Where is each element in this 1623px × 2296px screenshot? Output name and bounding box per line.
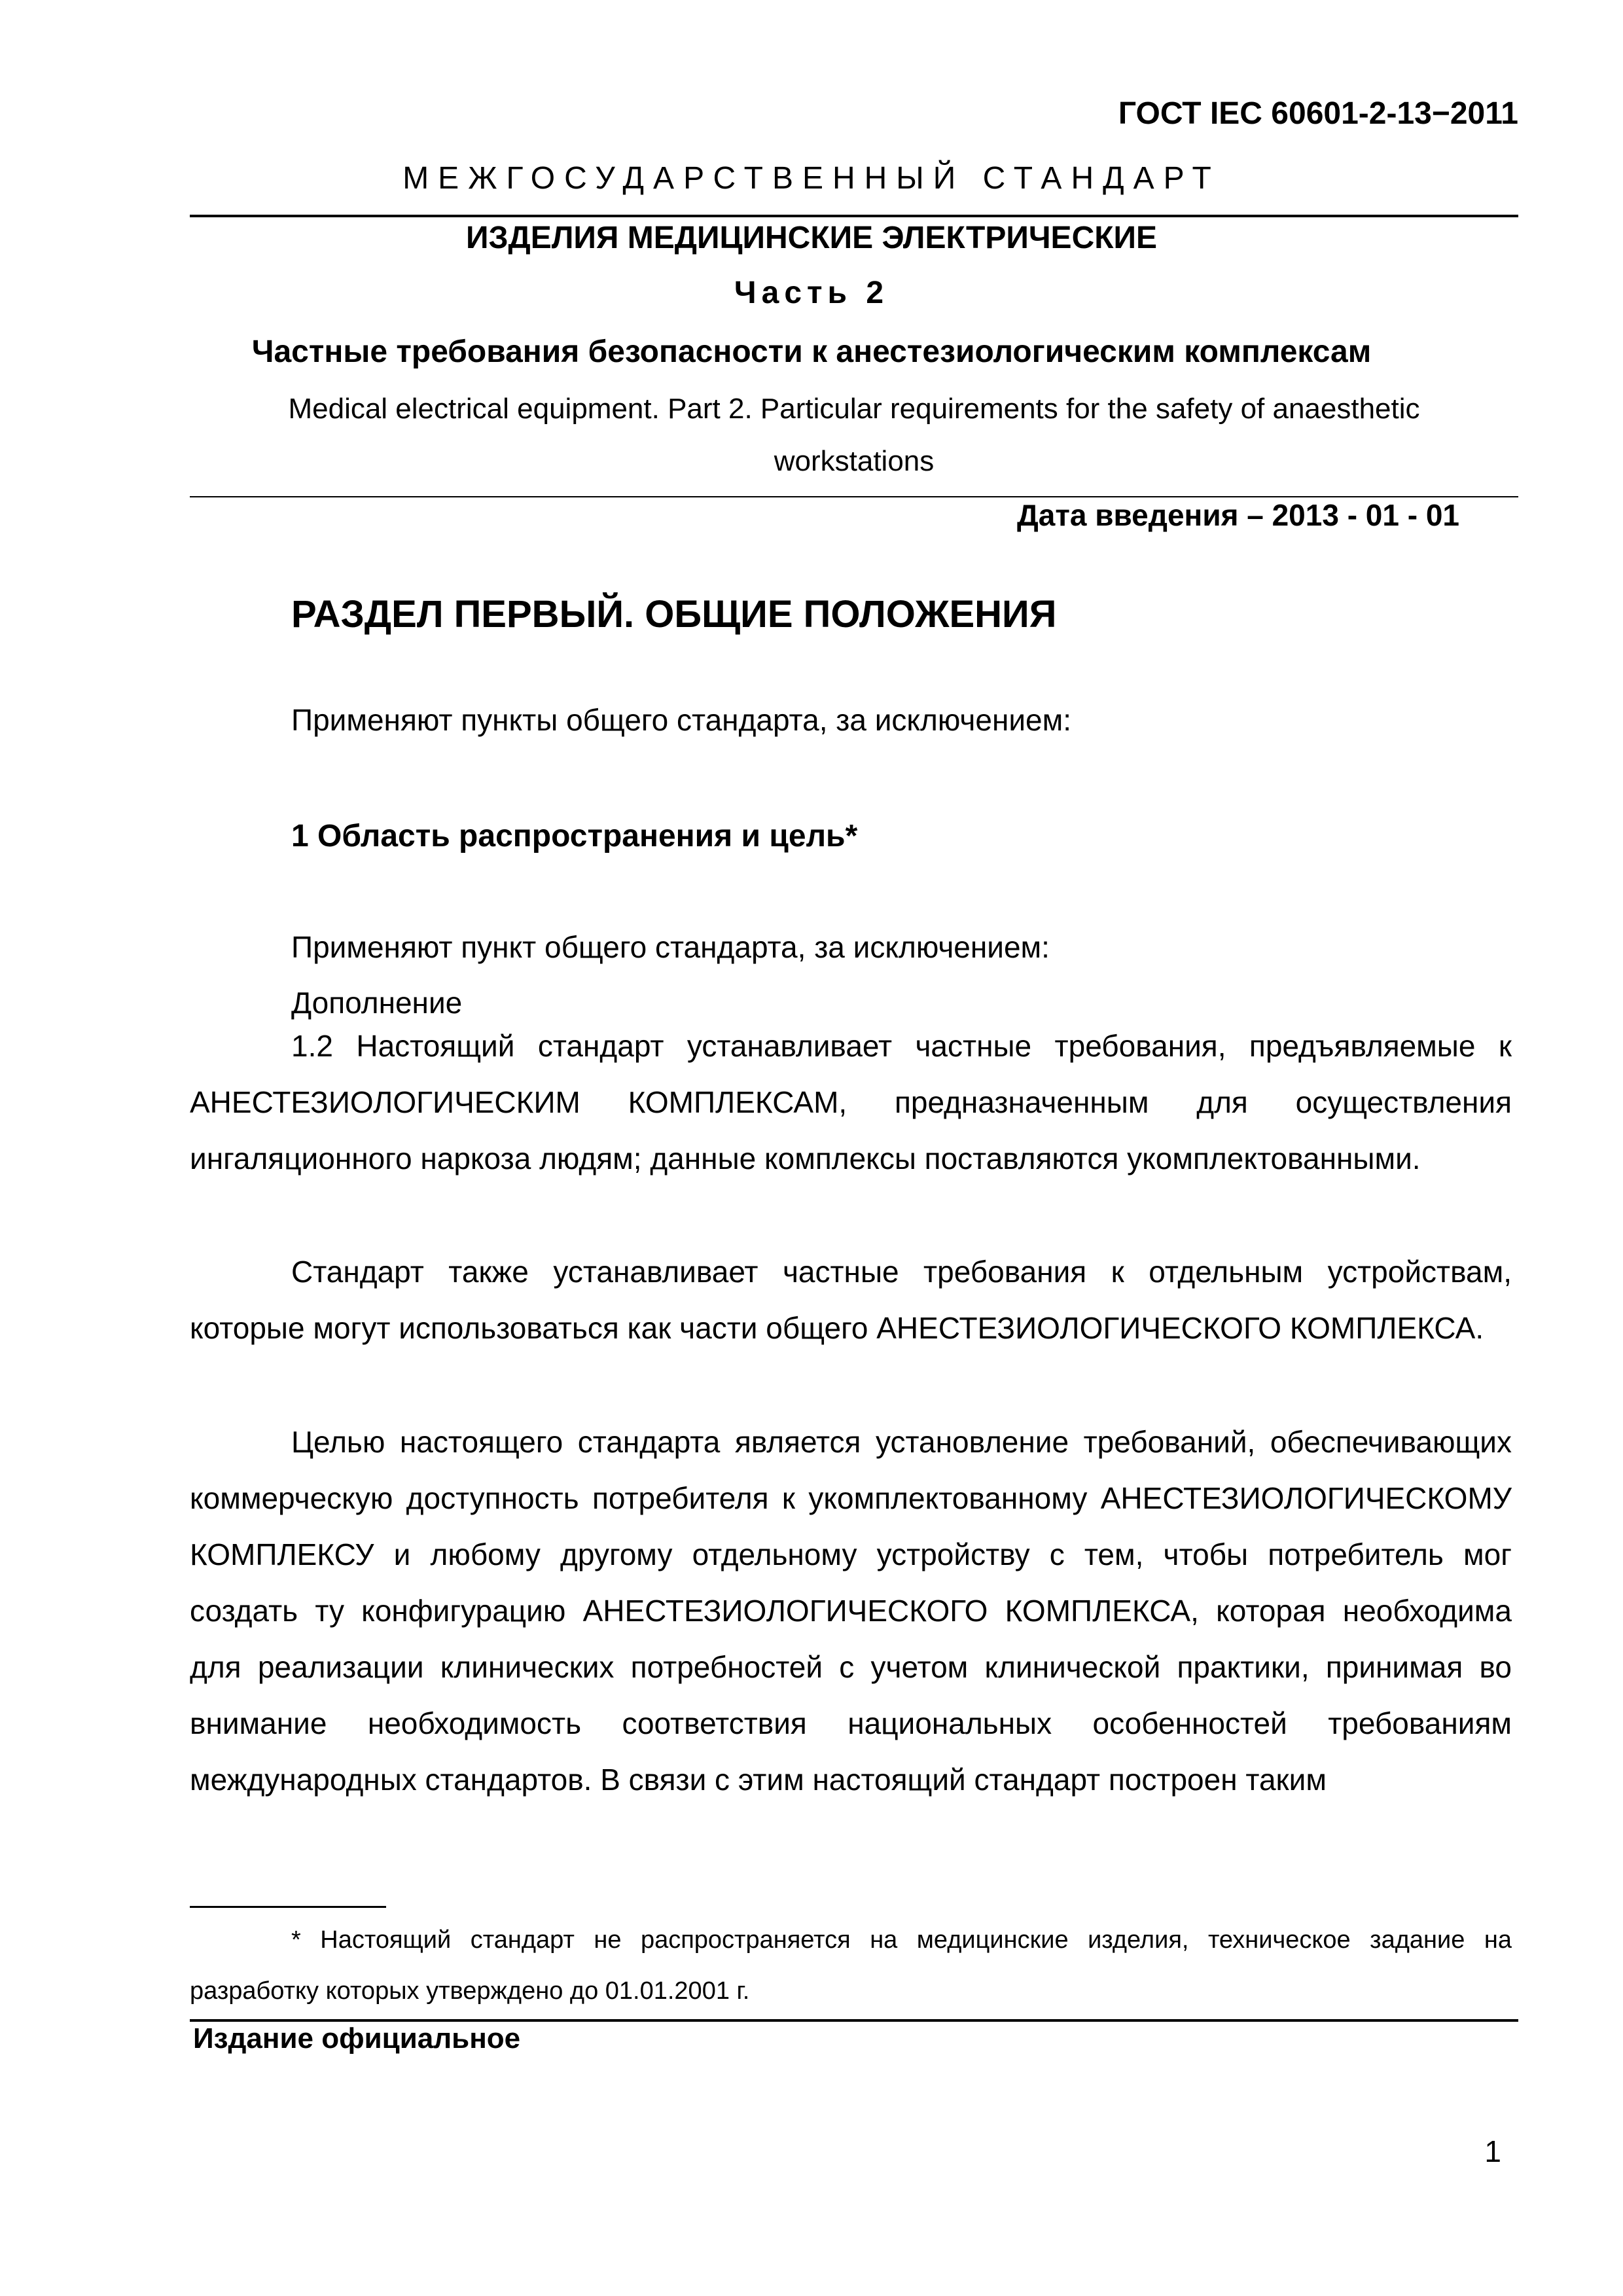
apply-clause-text: Применяют пункт общего стандарта, за исключением: bbox=[291, 930, 1050, 964]
page-number: 1 bbox=[1484, 2134, 1501, 2168]
part-label: Часть 2 bbox=[734, 276, 889, 310]
header-divider-top bbox=[190, 215, 1518, 217]
document-subtitle: Частные требования безопасности к анестезиологическим комплексам bbox=[251, 334, 1372, 369]
section-heading: РАЗДЕЛ ПЕРВЫЙ. ОБЩИЕ ПОЛОЖЕНИЯ bbox=[291, 593, 1057, 636]
official-edition-label: Издание официальное bbox=[193, 2022, 521, 2054]
introduction-date: Дата введения – 2013 - 01 - 01 bbox=[1016, 498, 1459, 532]
clause-1-heading: 1 Область распространения и цель* bbox=[291, 819, 858, 853]
apply-general-text: Применяют пункты общего стандарта, за исключением: bbox=[291, 703, 1072, 737]
paragraph-goal: Целью настоящего стандарта является установление требований, обеспечивающих коммерческую доступность потребителя к укомплектованному АНЕСТЕЗИОЛОГИЧЕСКОМУ КОМПЛЕКСУ и любому другому отдельному устройству с тем, чтобы потребитель мог создать ту конфигурацию АНЕСТЕЗИОЛОГИЧЕСКОГО КОМПЛЕКСА, которая необходима для реализации клинических потребностей с учетом клинической практики, принимая во внимание необходимость соответствия национальных особенностей требованиям международных стандартов. В связи с этим настоящий стандарт построен таким bbox=[190, 1425, 1512, 1797]
footnote-separator bbox=[190, 1906, 386, 1908]
addition-label: Дополнение bbox=[291, 986, 463, 1020]
document-title: ИЗДЕЛИЯ МЕДИЦИНСКИЕ ЭЛЕКТРИЧЕСКИЕ bbox=[465, 221, 1158, 255]
paragraph-1-2: 1.2 Настоящий стандарт устанавливает частные требования, предъявляемые к АНЕСТЕЗИОЛОГИЧЕСКИМ КОМПЛЕКСАМ, предназначенным для осуществления ингаляционного наркоза людям; данные комплексы поставляются укомплектованными. bbox=[190, 1029, 1512, 1175]
paragraph-devices: Стандарт также устанавливает частные требования к отдельным устройствам, которые могут использоваться как части общего АНЕСТЕЗИОЛОГИЧЕСКОГО КОМПЛЕКСА. bbox=[190, 1255, 1512, 1345]
footer-divider bbox=[190, 2019, 1518, 2022]
english-title: Medical electrical equipment. Part 2. Particular requirements for the safety of anaesthetic workstations bbox=[288, 393, 1420, 477]
document-number: ГОСТ IEC 60601-2-13−2011 bbox=[1118, 96, 1518, 131]
footnote: * Настоящий стандарт не распространяется на медицинские изделия, техническое задание на разработку которых утверждено до 01.01.2001 г. bbox=[190, 1926, 1512, 2005]
interstate-standard-label: МЕЖГОСУДАРСТВЕННЫЙ СТАНДАРТ bbox=[402, 161, 1221, 196]
